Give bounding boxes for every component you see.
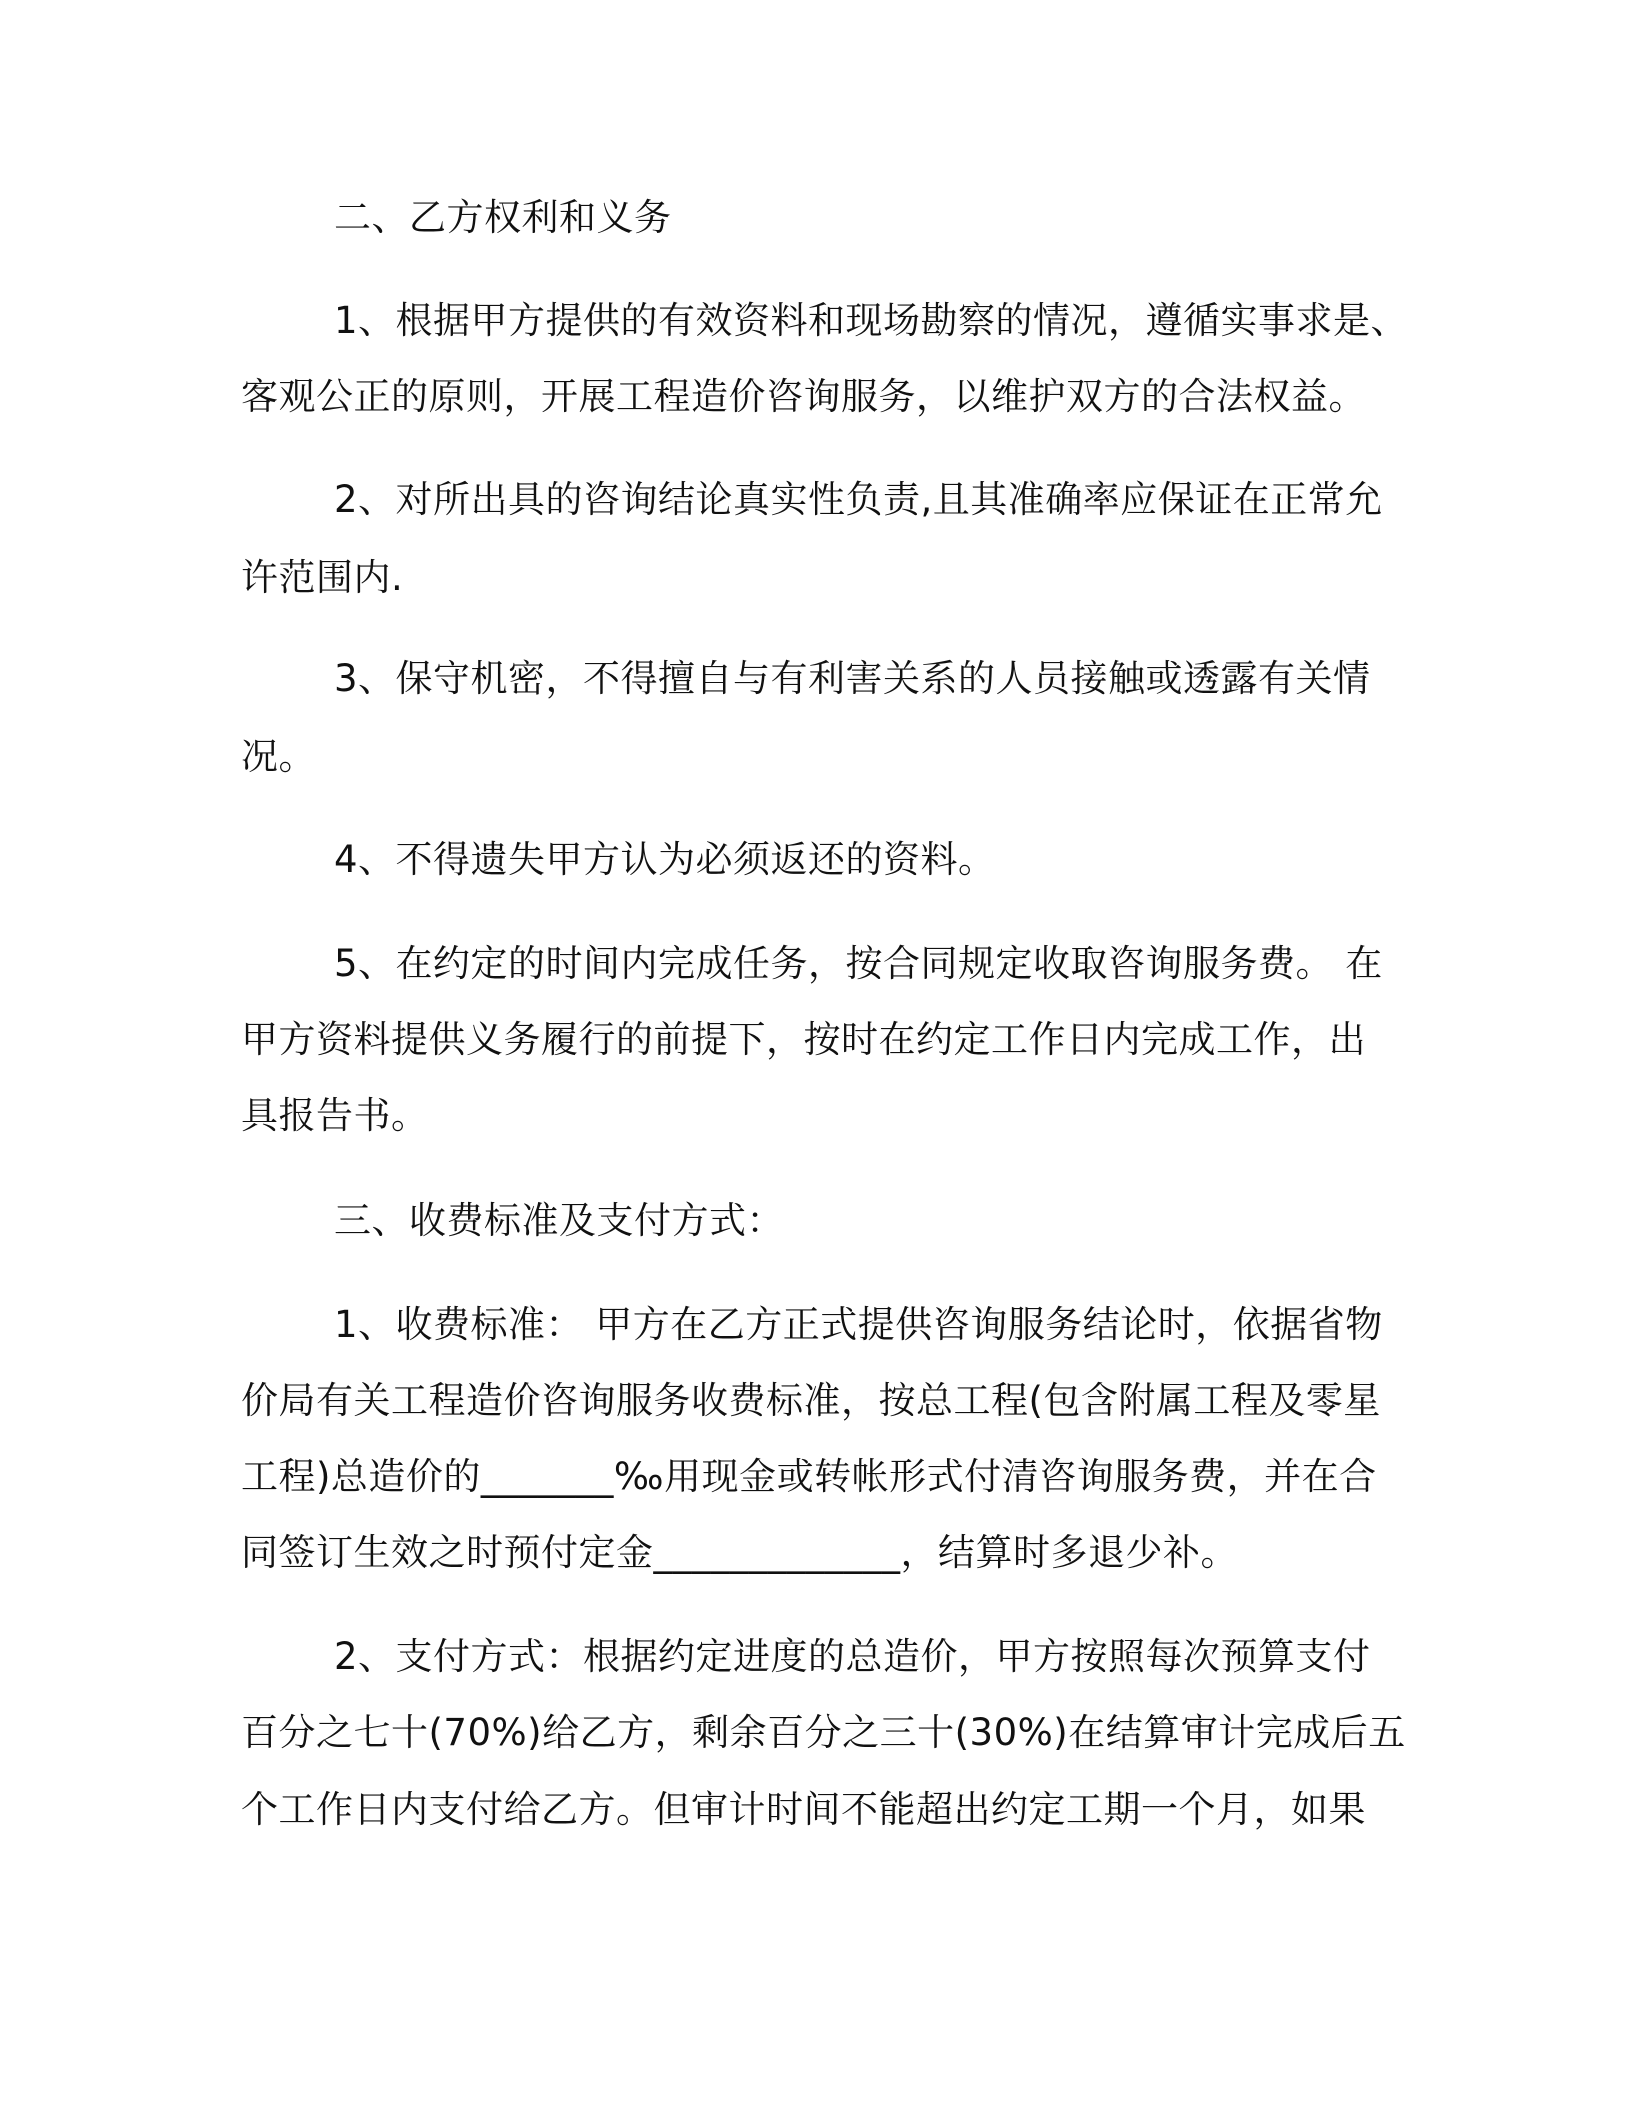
section-2-item-3-line-2: 况。 xyxy=(241,735,316,778)
section-2-item-1-line-1: 1、根据甲方提供的有效资料和现场勘察的情况，遵循实事求是、 xyxy=(334,299,1409,342)
section-3-item-1-line-1: 1、收费标准： 甲方在乙方正式提供咨询服务结论时，依据省物 xyxy=(334,1303,1383,1346)
section-2-item-5-line-3: 具报告书。 xyxy=(241,1094,429,1137)
section-2-item-5-line-2: 甲方资料提供义务履行的前提下，按时在约定工作日内完成工作，出 xyxy=(241,1018,1366,1061)
section-3-item-2-line-2: 百分之七十(70%)给乙方，剩余百分之三十(30%)在结算审计完成后五 xyxy=(241,1711,1406,1754)
section-3-item-2-line-1: 2、支付方式：根据约定进度的总造价，甲方按照每次预算支付 xyxy=(334,1635,1371,1678)
section-2-item-4-line-1: 4、不得遗失甲方认为必须返还的资料。 xyxy=(334,838,996,881)
section-3-item-1-line-3: 工程)总造价的_______‰用现金或转帐形式付清咨询服务费，并在合 xyxy=(241,1455,1377,1498)
section-2-item-5-line-1: 5、在约定的时间内完成任务，按合同规定收取咨询服务费。 在 xyxy=(334,942,1383,985)
section-2-item-3-line-1: 3、保守机密，不得擅自与有利害关系的人员接触或透露有关情 xyxy=(334,657,1371,700)
section-3-heading: 三、收费标准及支付方式： xyxy=(334,1199,784,1242)
section-3-item-2-line-3: 个工作日内支付给乙方。但审计时间不能超出约定工期一个月，如果 xyxy=(241,1788,1366,1831)
section-2-item-1-line-2: 客观公正的原则，开展工程造价咨询服务，以维护双方的合法权益。 xyxy=(241,375,1366,418)
section-2-heading: 二、乙方权利和义务 xyxy=(334,196,672,239)
section-3-item-1-line-4: 同签订生效之时预付定金_____________，结算时多退少补。 xyxy=(241,1531,1238,1574)
section-3-item-1-line-2: 价局有关工程造价咨询服务收费标准，按总工程(包含附属工程及零星 xyxy=(241,1379,1381,1422)
section-2-item-2-line-1: 2、对所出具的咨询结论真实性负责,且其准确率应保证在正常允 xyxy=(334,478,1383,521)
section-2-item-2-line-2: 许范围内. xyxy=(241,556,404,599)
